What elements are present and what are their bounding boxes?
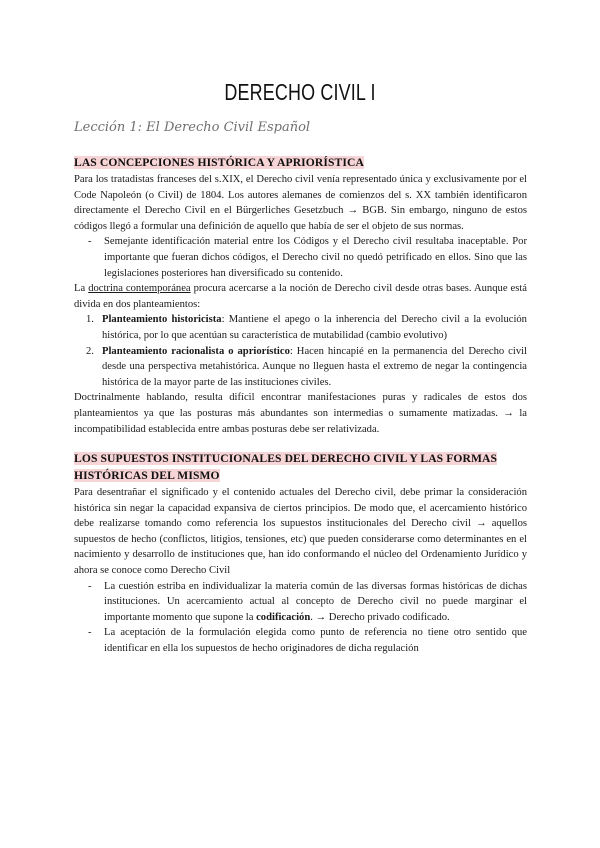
section-heading-2 — [74, 451, 527, 485]
list-item-text: : Mantiene el apego o la inherencia del Derecho civil a la evolución histórica, por lo que acentúan su característica de mutabilidad (cambio evolutivo) — [102, 314, 527, 341]
paragraph: Para los tratadistas franceses del s.XIX, el Derecho civil venía representado única y exclusivamente por el Code Napoleón (o Civil) de 1804. Los autores alemanes de comienzos del s. XX también identificaron directamente el Derecho Civil en el Bürgerliches Gesetzbuch → BGB. Sin embargo, ninguno de estos códigos llegó a formular una definición de aquello que había de ser el objeto de sus normas. — [74, 174, 527, 232]
paragraph: Doctrinalmente hablando, resulta difícil encontrar manifestaciones puras y radicales de estos dos planteamientos ya que las posturas más abundantes son intermedias o sumamente matizadas. → la incompatibilidad establecida entre ambas posturas debe ser relativizada. — [74, 392, 527, 435]
bold-term: codificación — [256, 611, 311, 623]
bold-term: Planteamiento historicista — [102, 314, 222, 326]
paragraph — [74, 281, 527, 312]
list-item-text: : Hacen hincapié en la permanencia del Derecho civil desde una perspectiva metahistórica. Aunque no lleguen hasta el extremo de negar la contingencia histórica de la mayor parte de las instituciones civiles. — [102, 345, 527, 388]
list-marker: - — [88, 236, 92, 248]
section-heading-1 — [74, 155, 527, 172]
list-item-text: La aceptación de la formulación elegida como punto de referencia no tiene otro sentido que identificar en ella los supuestos de hecho originadores de dicha regulación — [104, 627, 527, 655]
section-heading-text: HISTÓRICAS DEL MISMO — [74, 469, 220, 483]
bold-term: Planteamiento racionalista o apriorístico — [102, 345, 290, 357]
underlined-term: doctrina contemporánea — [88, 283, 191, 295]
list-item — [74, 234, 527, 281]
list-marker: 2. — [86, 345, 94, 357]
page-title: DERECHO CIVIL I — [224, 79, 376, 105]
section-heading-text: LOS SUPUESTOS INSTITUCIONALES DEL DERECHO CIVIL Y LAS FORMAS — [74, 452, 498, 466]
lesson-subtitle: Lección 1: El Derecho Civil Español — [74, 120, 311, 135]
list-marker: 1. — [86, 314, 94, 326]
document-body — [74, 155, 527, 657]
paragraph: Para desentrañar el significado y el contenido actuales del Derecho civil, debe primar la consideración histórica sin negar la capacidad expansiva de ciertos principios. De modo que, el acercamiento histórico debe realizarse tomando como referencia los supuestos institucionales del Derecho civil → aquellos supuestos de hecho (conflictos, litigios, tensiones, etc) que pueden considerarse como determinantes en el nacimiento y desarrollo de instituciones que, han ido conformando el núcleo del Ordenamiento Jurídico y ahora se conoce como Derecho Civil — [74, 487, 527, 577]
list-item — [74, 579, 527, 626]
list-marker: - — [88, 627, 92, 639]
list-item-text: . → Derecho privado codificado. — [310, 611, 450, 623]
numbered-item — [74, 312, 527, 343]
paragraph-text: procura acercarse a la noción de Derecho civil desde otras bases. Aunque está divida en dos planteamientos: — [74, 283, 527, 310]
list-item-text: La cuestión estriba en individualizar la materia común de las diversas formas históricas de dichas instituciones. Un acercamiento actual al concepto de Derecho civil no puede marginar el importante momento que supone la — [104, 580, 527, 623]
section-heading-text: LAS CONCEPCIONES HISTÓRICA Y APRIORÍSTICA — [74, 156, 364, 169]
numbered-item — [74, 344, 527, 391]
paragraph-text: La — [74, 283, 89, 295]
list-item-text: Semejante identificación material entre los Códigos y el Derecho civil resultaba inaceptable. Por importante que fueran dichos códigos, el Derecho civil no quedó petrificado en ellos. Sino que las legislaciones posteriores han diversificado su contenido. — [104, 236, 527, 279]
list-marker: - — [88, 580, 92, 592]
list-item — [74, 625, 527, 656]
